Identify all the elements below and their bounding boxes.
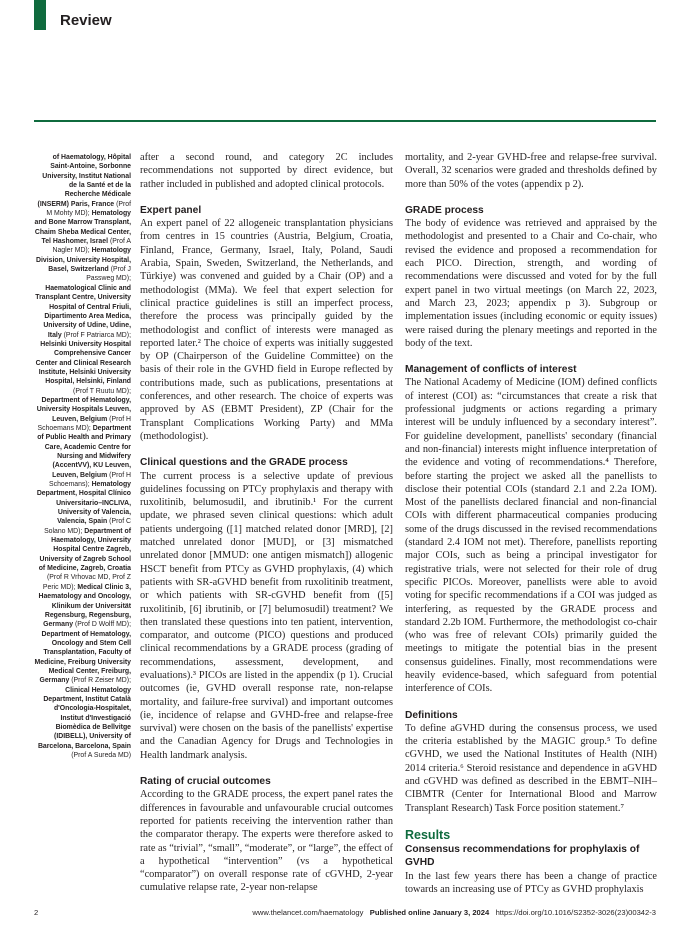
affiliation-author: (Prof A Sureda MD) bbox=[71, 752, 131, 759]
affiliation-entry bbox=[39, 528, 131, 591]
heading-definitions: Definitions bbox=[405, 709, 458, 721]
affiliation-institution: Hematology Division, University Hospital, Basel, Switzerland bbox=[36, 247, 131, 274]
paragraph-definitions: To define aGVHD during the consensus process, we used the criteria established by the MAGIC group.⁵ To define cGVHD, we used the National Institutes of Health (NIH) 2014 criteria.⁶ Steroid resistance and dependence in aGVHD and cGVHD was defined as described in the EBMT–NIH–CIBMTR (Center for International Blood and Marrow Transplant Research) Task Force position statement.⁷ bbox=[405, 722, 657, 814]
affiliation-entry bbox=[35, 631, 132, 685]
heading-grade-process: GRADE process bbox=[405, 204, 484, 216]
affiliation-author: (Prof J Passweg MD); bbox=[86, 266, 131, 283]
affiliation-entry bbox=[36, 341, 131, 395]
affiliation-author: (Prof R Zeiser MD); bbox=[71, 677, 131, 685]
affiliation-entry bbox=[38, 154, 131, 217]
affiliation-author: (Prof H Schoemans); bbox=[49, 471, 131, 489]
heading-results: Results bbox=[405, 827, 451, 842]
journal-url[interactable]: www.thelancet.com/haematology bbox=[252, 908, 364, 917]
affiliation-institution: Department of Public Health and Primary Care, Academic Centre for Nursing and Midwifery (AccentVV), KU Leuven, Leuven, Belgium bbox=[37, 424, 131, 479]
affiliation-author: (Prof D Wolff MD); bbox=[74, 621, 131, 629]
affiliation-institution: Medical Clinic 3, Haematology and Oncology, Klinikum der Universität Regensburg, Regensburg, Germany bbox=[38, 583, 131, 629]
paragraph-consensus-prophylaxis: In the last few years there has been a change of practice towards an increasing use of PTCy as GVHD prophylaxis bbox=[405, 870, 657, 895]
heading-consensus-prophylaxis: Consensus recommendations for prophylaxis of GVHD bbox=[405, 843, 640, 869]
section-label: Review bbox=[60, 12, 112, 29]
paragraph-expert-panel: An expert panel of 22 allogeneic transplantation physicians from centres in 15 countries (Austria, Belgium, Croatia, Finland, France, Germany, Israel, Italy, Poland, Saudi Arabia, Spain, Sweden, Switzerland, the Netherlands, and Türkiye) was convened and guided by a Chair (OP) and a methodologist (MMa). We feel that expert selection for clinical practice guidelines is still an imperfect process, therefore the process was principally guided by the methodologist and conflict of interests were managed as reported later.² The choice of experts was initially suggested by OP (Chairperson of the Guideline Committee) on the basis of their role in the GVHD field in Europe reflected by contributions made, such as publications, presentations at conferences, and other research. The choice of experts was approved by AS (EBMT President), ZP (Chair for the Transplant Complications Working Party) and MMa (methodologist). bbox=[140, 218, 393, 442]
heading-rating-outcomes: Rating of crucial outcomes bbox=[140, 776, 271, 788]
column-left bbox=[140, 151, 393, 895]
affiliation-author: (Prof F Patriarca MD); bbox=[63, 331, 131, 339]
affiliation-entry bbox=[38, 687, 131, 759]
affiliation-institution: Haematological Clinic and Transplant Centre, University Hospital of Central Friuli, Dipartimento Area Medica, University of Udine, Udine, Italy bbox=[35, 284, 131, 339]
paragraph-clinical-questions: The current process is a selective update of previous guidelines focussing on PTCy prophylaxis and therapy with ruxolitinib, belumosudil, and ibrutinib.¹ For the current update, we phrased seven clinical questions: which adult patients undergoing ([1] matched related donor [MRD], [2] matched unrelated donor [MUD], or [3] mismatched unrelated donor [MMUD: one antigen mismatch]) allogenic HSCT benefit from PTCy as GVHD prophylaxis, (4) which patients with SR-aGVHD benefit from ruxolitinib treatment, or which patients with SR-cGVHD benefit from ([5] ruxolitinib, [6] ibrutinib, or [7] belumosudil) treatment? We then translated these questions into ten patient, intervention, comparator, and outcome (PICO) questions and produced clinical recommendations by a GRADE process (grading of recommendations, assessment, development, and evaluations).³ PICOs are listed in the appendix (p 1). Crucial outcomes (ie, GVHD overall response rate, non-relapse mortality, and failure-free survival) and important outcomes (ie, incidence of relapse and GVHD-free and relapse-free survival) were chosen on the basis of the panellists' expertise and the Canadian Agency for Drugs and Technologies in Health landmark analysis. bbox=[140, 470, 393, 761]
affiliation-institution: of Haematology, Hôpital Saint-Antoine, Sorbonne University, Institut National de la Santé et de la Recherche Médicale (INSERM) Paris, France bbox=[37, 154, 131, 208]
footer-citation bbox=[252, 908, 656, 917]
affiliation-author: (Prof R Vrhovac MD, Prof Z Peric MD); bbox=[42, 574, 131, 591]
heading-clinical-questions: Clinical questions and the GRADE process bbox=[140, 457, 348, 469]
affiliation-entry bbox=[37, 425, 131, 488]
affiliation-author: (Prof A Nagler MD); bbox=[52, 238, 131, 255]
affiliation-entry bbox=[35, 285, 131, 339]
affiliation-institution: Department of Hematology, University Hospitals Leuven, Leuven, Belgium bbox=[36, 396, 131, 423]
page-number: 2 bbox=[34, 908, 39, 917]
paragraph-continued: after a second round, and category 2C includes recommendations not supported by direct evidence, but rather included in published and adopted clinical protocols. bbox=[140, 152, 393, 190]
heading-expert-panel: Expert panel bbox=[140, 204, 202, 216]
paragraph-grade-process: The body of evidence was retrieved and appraised by the methodologist and presented to a Chair and Co-chair, who revised the evidence and proposed a recommendation for each PICO. Direction, strength, and wording of recommendations were discussed and voted for by the full expert panel in two virtual meetings (on March 22, 2023, and March 23, 2023; appendix p 3). Subgroup or implementation issues (including economic or equity issues) were raised during the plenary meetings and reported in the body of the text. bbox=[405, 218, 657, 349]
affiliations-sidebar bbox=[34, 153, 131, 760]
paragraph-rating-outcomes: According to the GRADE process, the expert panel rates the differences in favourable and unfavourable crucial outcomes reported for patients receiving the intervention rather than the comparator therapy. The experts were therefore asked to rate as “trivial”, “small”, “moderate”, or “large”, the effect of a hypothetical “intervention” (vs a hypothetical “comparator”) on overall response rate of cGVHD, 2-year cumulative relapse rate, 2-year non-relapse bbox=[140, 789, 393, 894]
header-rule bbox=[34, 120, 656, 122]
affiliation-institution: Department of Haematology, University Hospital Centre Zagreb, University of Zagreb School of Medicine, Zagreb, Croatia bbox=[38, 527, 131, 573]
affiliation-institution: Helsinki University Hospital Comprehensive Cancer Center and Clinical Research Institute, Helsinki University Hospital, Helsinki, Finland bbox=[35, 340, 131, 386]
affiliation-institution: Clinical Hematology Department, Institut Català d'Oncologia-Hospitalet, Institut d'Investigació Biomèdica de Bellvitge (IDIBELL), University of Barcelona, Barcelona, Spain bbox=[37, 686, 131, 750]
affiliation-institution: Hematology and Bone Marrow Transplant, Chaim Sheba Medical Center, Tel Hashomer, Israel bbox=[34, 210, 131, 246]
column-right bbox=[405, 151, 657, 896]
affiliation-author: (Prof M Mohty MD); bbox=[46, 200, 131, 218]
affiliation-author: (Prof C Solano MD); bbox=[44, 518, 131, 535]
affiliation-entry bbox=[37, 481, 131, 535]
affiliation-institution: Department of Hematology, Oncology and Stem Cell Transplantation, Faculty of Medicine, Freiburg University Medical Center, Freiburg, Germany bbox=[34, 630, 131, 685]
heading-conflicts-of-interest: Management of conflicts of interest bbox=[405, 364, 577, 376]
affiliation-author: (Prof H Schoemans MD); bbox=[37, 415, 131, 432]
affiliation-author: (Prof T Ruutu MD); bbox=[73, 387, 131, 395]
doi-link[interactable]: https://doi.org/10.1016/S2352-3026(23)00342-3 bbox=[495, 908, 656, 917]
section-color-bar bbox=[34, 0, 46, 30]
paragraph-continued-right: mortality, and 2-year GVHD-free and relapse-free survival. Overall, 32 scenarios were graded and thresholds defined by more than 50% of the votes (appendix p 2). bbox=[405, 152, 657, 190]
paragraph-conflicts-of-interest: The National Academy of Medicine (IOM) defined conflicts of interest (COI) as: “circumstances that create a risk that professional judgments or actions regarding a primary interest will be unduly influenced by a secondary interest”. For guideline development, panellists' secondary (financial and non-financial) interests might influence interpretation of the evidence and voting of recommendations.⁴ Therefore, before starting the project we asked all the panellists to disclose their potential COIs (standard 2.1 and 2.2a IOM). Most of the panellists declared financial and non-financial COIs with different pharmaceutical companies producing some of the drugs discussed in the revised recommendations (standard 2.4 IOM not met). Therefore, panellists reporting major COIs, such as being a principal investigator for registrative trials, were not selected for their role of drug specific PICOs. Moreover, panellists were able to avoid voting for specific recommendations if a COI was judged as interfering, as requested by the GRADE process and standard 2.2b IOM. Furthermore, the methodologist co-chair (who was free of relevant COIs) primarily guided the meetings to mitigate the potential bias in the present consensus guidelines. Finally, most recommendations were heavily evidence-based, which safeguard from potential interference of COIs. bbox=[405, 377, 657, 695]
published-date: Published online January 3, 2024 bbox=[369, 908, 490, 917]
affiliation-institution: Hematology Department, Hospital Clínico Universitario–INCLIVA, University of Valencia, Valencia, Spain bbox=[36, 481, 131, 526]
